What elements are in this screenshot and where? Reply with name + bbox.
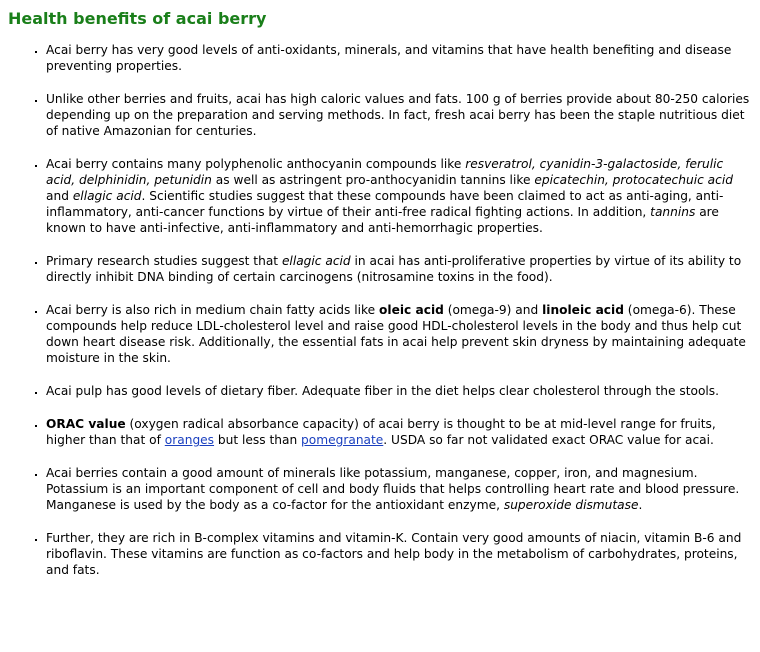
item-text: . xyxy=(638,498,643,512)
oranges-link[interactable]: oranges xyxy=(164,433,215,447)
item-text: Acai pulp has good levels of dietary fiber. Adequate fiber in the diet helps clear cholesterol through the stools. xyxy=(46,384,720,398)
item-text: Unlike other berries and fruits, acai has high caloric values and fats. 100 g of berries provide about 80-250 calories depending up on the preparation and serving methods. In fact, fresh acai berry has been the staple nutritious diet of native Amazonian for centuries. xyxy=(46,92,750,138)
list-item xyxy=(46,42,752,74)
list-item xyxy=(46,302,752,366)
italic-term: tannins xyxy=(650,205,696,219)
item-text: as well as astringent pro-anthocyanidin tannins like xyxy=(211,173,535,187)
pomegranate-link[interactable]: pomegranate xyxy=(301,433,384,447)
item-text: . USDA so far not validated exact ORAC value for acai. xyxy=(383,433,714,447)
item-text: Acai berry contains many polyphenolic anthocyanin compounds like xyxy=(46,157,466,171)
list-item xyxy=(46,416,752,448)
item-text: Further, they are rich in B-complex vitamins and vitamin-K. Contain very good amounts of niacin, vitamin B-6 and riboflavin. These vitamins are function as co-factors and help body in the metabolism of carbohydrates, proteins, and fats. xyxy=(46,531,742,577)
item-text: Acai berries contain a good amount of minerals like potassium, manganese, copper, iron, and magnesium. Potassium is an important component of cell and body fluids that helps controlling heart rate and blood pressure. Manganese is used by the body as a co-factor for the antioxidant enzyme, xyxy=(46,466,740,512)
item-text: but less than xyxy=(214,433,302,447)
list-item xyxy=(46,383,752,399)
list-item xyxy=(46,253,752,285)
item-text: Acai berry is also rich in medium chain fatty acids like xyxy=(46,303,380,317)
benefits-list xyxy=(8,42,752,578)
list-item xyxy=(46,530,752,578)
italic-compound-names: ellagic acid xyxy=(72,189,142,203)
item-text: Acai berry has very good levels of anti-oxidants, minerals, and vitamins that have health benefiting and disease preventing properties. xyxy=(46,43,732,73)
item-text: Primary research studies suggest that xyxy=(46,254,282,268)
item-text: are known to have anti-infective, anti-inflammatory and anti-hemorrhagic properties. xyxy=(46,205,719,235)
bold-term: linoleic acid xyxy=(542,303,624,317)
item-text: (omega-6). These compounds help reduce LDL-cholesterol level and raise good HDL-cholesterol levels in the body and thus help cut down heart disease risk. Additionally, the essential fats in acai help prevent skin dryness by maintaining adequate moisture in the skin. xyxy=(46,303,746,365)
item-text: (oxygen radical absorbance capacity) of acai berry is thought to be at mid-level range for fruits, higher than that of xyxy=(46,417,716,447)
item-text: (omega-9) and xyxy=(443,303,543,317)
list-item xyxy=(46,91,752,139)
section-heading: Health benefits of acai berry xyxy=(8,9,267,28)
item-text: and xyxy=(46,189,73,203)
item-text: in acai has anti-proliferative properties by virtue of its ability to directly inhibit DNA binding of certain carcinogens (nitrosamine toxins in the food). xyxy=(46,254,742,284)
list-item xyxy=(46,156,752,236)
bold-term: oleic acid xyxy=(379,303,444,317)
item-text: . Scientific studies suggest that these compounds have been claimed to act as anti-aging, anti-inflammatory, anti-cancer functions by virtue of their anti-free radical fighting actions. In addition, xyxy=(46,189,724,219)
italic-term: superoxide dismutase xyxy=(503,498,639,512)
italic-compound-names: epicatechin, protocatechuic acid xyxy=(534,173,733,187)
italic-term: ellagic acid xyxy=(281,254,351,268)
italic-compound-names: resveratrol, cyanidin-3-galactoside, ferulic acid, delphinidin, petunidin xyxy=(46,157,724,187)
bold-term: ORAC value xyxy=(46,417,126,431)
list-item xyxy=(46,465,752,513)
